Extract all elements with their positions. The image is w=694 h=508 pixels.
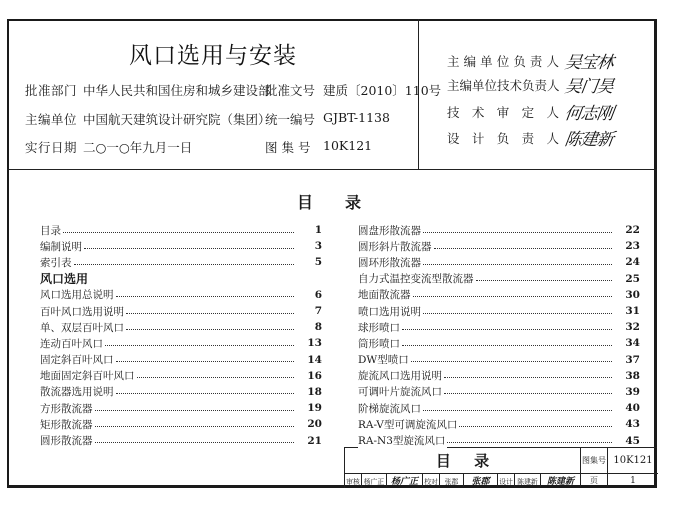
toc-item-page: 16 (307, 369, 322, 382)
toc-item-page: 43 (625, 418, 640, 431)
approval-doc-label: 批准文号 (265, 83, 316, 98)
leader-dots (116, 393, 295, 394)
toc-item[interactable] (40, 335, 322, 351)
leader-dots (63, 232, 294, 233)
toc-item-text: 阶梯旋流风口 (358, 402, 421, 415)
toc-item[interactable] (40, 416, 322, 432)
unified-number-value: GJBT-1138 (323, 110, 390, 125)
effective-date-value: 二○一○年九月一日 (82, 140, 193, 155)
toc-item-text: 筒形喷口 (358, 337, 400, 350)
toc-item-page: 19 (307, 402, 322, 415)
leader-dots (126, 313, 294, 314)
toc-item-page: 21 (307, 434, 322, 447)
toc-item[interactable] (358, 384, 640, 400)
toc-item-text: 喷口选用说明 (358, 305, 421, 318)
resp-row-tech-head (447, 76, 615, 97)
toc-item[interactable] (358, 352, 640, 368)
toc-item[interactable] (358, 400, 640, 416)
leader-dots (84, 248, 294, 249)
leader-dots (116, 296, 295, 297)
toc-item-page: 24 (625, 256, 640, 269)
leader-dots (444, 377, 612, 378)
checker-label: 校对 (423, 474, 440, 487)
atlas-number-label: 图 集 号 (265, 140, 311, 155)
toc-item[interactable] (358, 303, 640, 319)
page-label: 页 (581, 474, 608, 487)
toc-item-text: 编制说明 (40, 240, 82, 253)
toc-item-page: 1 (314, 224, 322, 237)
toc-item-text: 球形喷口 (358, 321, 400, 334)
leader-dots (74, 264, 295, 265)
approval-dept-label: 批准部门 (25, 83, 78, 98)
signature: 陈建新 (563, 130, 615, 150)
resp-role: 主编单位负责人 (447, 54, 559, 69)
leader-dots (423, 232, 612, 233)
toc-item-page: 23 (625, 240, 640, 253)
atlas-title: 风口选用与安装 (129, 43, 297, 69)
toc-item-text: 矩形散流器 (40, 418, 93, 431)
leader-dots (447, 442, 612, 443)
editor-unit-row (25, 110, 390, 128)
toc-item-text: 地面固定斜百叶风口 (40, 370, 135, 383)
toc-item-page: 7 (314, 305, 322, 318)
toc-item[interactable] (40, 319, 322, 335)
editor-unit-value: 中国航天建筑设计研究院（集团） (82, 112, 271, 127)
toc-item-page: 40 (625, 402, 640, 415)
toc-item-text: 圆形斜片散流器 (358, 240, 432, 253)
unified-number-label: 统一编号 (265, 112, 316, 127)
effective-date-row (25, 138, 373, 156)
leader-dots (95, 410, 295, 411)
leader-dots (402, 329, 612, 330)
toc-item[interactable] (358, 335, 640, 351)
toc-section-heading: 风口选用 (40, 272, 89, 287)
designer-label: 设计 (498, 474, 515, 487)
atlas-number-value: 10K121 (608, 448, 658, 474)
leader-dots (423, 410, 612, 411)
title-block (344, 447, 657, 488)
toc-item-page: 5 (314, 256, 322, 269)
reviewer-name: 杨广正 (362, 474, 387, 487)
signature: 何志刚 (563, 104, 615, 124)
toc-item-text: 自力式温控变流型散流器 (358, 273, 474, 286)
toc-item-text: 风口选用总说明 (40, 289, 114, 302)
toc-item-page: 14 (307, 353, 322, 366)
reviewer-signature: 杨广正 (387, 474, 423, 487)
toc-item-text: 固定斜百叶风口 (40, 354, 114, 367)
designer-name: 陈建新 (515, 474, 541, 487)
toc-item-page: 13 (307, 337, 322, 350)
toc-item-page: 30 (625, 288, 640, 301)
leader-dots (105, 345, 294, 346)
toc-item-text: 索引表 (40, 256, 72, 269)
leader-dots (434, 248, 613, 249)
approval-dept-value: 中华人民共和国住房和城乡建设部 (82, 83, 271, 98)
toc-item-page: 22 (625, 224, 640, 237)
toc-item[interactable] (358, 416, 640, 432)
signature: 吴宝林 (563, 53, 615, 73)
toc-title: 目 录 (297, 193, 362, 212)
toc-left-column (40, 222, 322, 449)
toc-item-text: DW型喷口 (358, 354, 409, 367)
toc-item[interactable] (40, 238, 322, 254)
toc-item-page: 45 (625, 434, 640, 447)
toc-item-text: RA-N3型旋流风口 (358, 435, 446, 448)
toc-item[interactable] (40, 384, 322, 400)
toc-item-page: 31 (625, 305, 640, 318)
toc-item[interactable] (40, 303, 322, 319)
toc-item-text: 目录 (40, 224, 61, 237)
toc-item[interactable] (40, 254, 322, 270)
toc-item-text: RA-V型可调旋流风口 (358, 418, 458, 431)
resp-row-designer (447, 129, 615, 150)
leader-dots (95, 426, 295, 427)
header-info-panel (7, 19, 442, 170)
toc-item-text: 方形散流器 (40, 402, 93, 415)
reviewer-label: 审核 (345, 474, 362, 487)
toc-item-text: 百叶风口选用说明 (40, 305, 124, 318)
leader-dots (413, 296, 613, 297)
title-block-title: 目 录 (345, 448, 581, 474)
leader-dots (402, 345, 612, 346)
effective-date-label: 实行日期 (25, 140, 78, 155)
editor-unit-label: 主编单位 (25, 112, 78, 127)
toc-item-page: 38 (625, 369, 640, 382)
toc-item-page: 18 (307, 385, 322, 398)
toc-item[interactable] (40, 222, 322, 238)
toc-item[interactable] (40, 432, 322, 448)
atlas-number-value: 10K121 (323, 138, 373, 153)
atlas-number-label: 图集号 (581, 448, 608, 474)
leader-dots (126, 329, 294, 330)
toc-item-text: 散流器选用说明 (40, 386, 114, 399)
designer-signature: 陈建新 (541, 474, 581, 487)
signoff-row (345, 474, 581, 487)
toc-item-text: 单、双层百叶风口 (40, 321, 124, 334)
toc-item[interactable] (358, 368, 640, 384)
checker-name: 张郡 (440, 474, 464, 487)
toc-item-text: 圆盘形散流器 (358, 224, 421, 237)
toc-item-text: 圆形散流器 (40, 435, 93, 448)
leader-dots (411, 361, 612, 362)
toc-item[interactable] (40, 368, 322, 384)
approval-dept-row (25, 81, 442, 99)
toc-item-page: 32 (625, 321, 640, 334)
toc-item[interactable] (40, 287, 322, 303)
leader-dots (116, 361, 295, 362)
leader-dots (423, 264, 612, 265)
toc-item-text: 圆环形散流器 (358, 256, 421, 269)
toc-item[interactable] (358, 222, 640, 238)
leader-dots (95, 442, 295, 443)
toc-item-page: 6 (314, 288, 322, 301)
toc-item[interactable] (40, 352, 322, 368)
responsibility-panel (419, 19, 657, 170)
toc-item[interactable] (358, 254, 640, 270)
resp-row-reviewer (447, 103, 615, 124)
resp-role: 技术审定人 (447, 105, 559, 120)
resp-role: 设计负责人 (447, 131, 559, 146)
toc-item-page: 34 (625, 337, 640, 350)
toc-item[interactable] (358, 287, 640, 303)
resp-row-editor-head (447, 52, 615, 73)
leader-dots (444, 393, 612, 394)
toc-item-text: 连动百叶风口 (40, 337, 103, 350)
toc-item[interactable] (358, 319, 640, 335)
toc-right-column (358, 222, 640, 449)
toc-item[interactable] (358, 271, 640, 287)
toc-item-page: 3 (314, 240, 322, 253)
toc-item-page: 39 (625, 385, 640, 398)
leader-dots (476, 280, 613, 281)
leader-dots (423, 313, 612, 314)
toc-item-page: 20 (307, 418, 322, 431)
page-number: 1 (630, 475, 636, 486)
toc-item-text: 地面散流器 (358, 289, 411, 302)
approval-doc-value: 建质〔2010〕110号 (323, 83, 442, 98)
leader-dots (459, 426, 612, 427)
toc-item-text: 旋流风口选用说明 (358, 370, 442, 383)
signature: 吴门昊 (563, 77, 615, 97)
toc-item[interactable] (358, 238, 640, 254)
checker-signature: 张郡 (464, 474, 498, 487)
leader-dots (137, 377, 295, 378)
toc-item-text: 可调叶片旋流风口 (358, 386, 442, 399)
toc-item-page: 8 (314, 321, 322, 334)
resp-role: 主编单位技术负责人 (447, 78, 559, 93)
toc-item-page: 37 (625, 353, 640, 366)
toc-item[interactable] (40, 400, 322, 416)
toc-item-page: 25 (625, 272, 640, 285)
